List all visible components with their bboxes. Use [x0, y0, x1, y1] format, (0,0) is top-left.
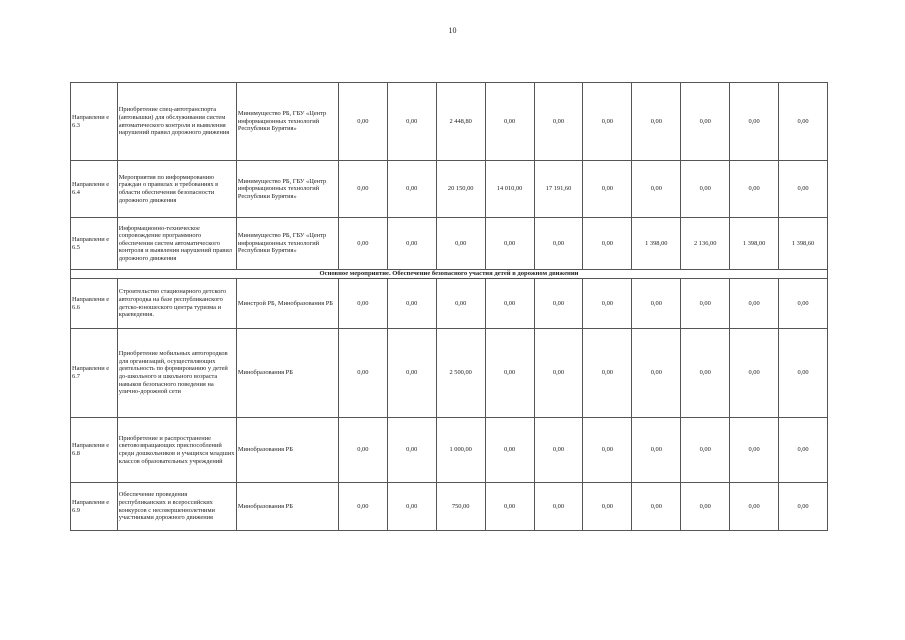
value-cell: 0,00	[387, 218, 436, 270]
value-cell: 0,00	[485, 483, 534, 531]
value-cell: 0,00	[779, 483, 828, 531]
value-cell: 0,00	[632, 483, 681, 531]
executor: Минимущество РБ, ГБУ «Центр информационных технологий Республики Бурятия»	[236, 161, 338, 218]
value-cell: 0,00	[583, 218, 632, 270]
measure-name: Обеспечение проведения республиканских и всероссийских конкурсов с несовершеннолетними участниками дорожного движения	[117, 483, 236, 531]
value-cell: 0,00	[632, 329, 681, 418]
direction-code: Направлени е 6.5	[71, 218, 118, 270]
measure-name: Информационно-техническое сопровождение программного обеспечения систем автоматического контроля и выявления нарушений правил дорожного движения	[117, 218, 236, 270]
value-cell: 750,00	[436, 483, 485, 531]
value-cell: 0,00	[583, 329, 632, 418]
value-cell: 2 500,00	[436, 329, 485, 418]
value-cell: 0,00	[730, 279, 779, 329]
value-cell: 0,00	[779, 418, 828, 483]
value-cell: 0,00	[485, 418, 534, 483]
value-cell: 0,00	[534, 83, 583, 161]
value-cell: 0,00	[583, 83, 632, 161]
value-cell: 2 136,00	[681, 218, 730, 270]
table-row	[71, 279, 828, 329]
value-cell: 0,00	[485, 329, 534, 418]
executor: Минобразования РБ	[236, 483, 338, 531]
direction-code: Направлени е 6.6	[71, 279, 118, 329]
value-cell: 1 398,00	[730, 218, 779, 270]
value-cell: 0,00	[387, 83, 436, 161]
value-cell: 0,00	[730, 83, 779, 161]
direction-code: Направлени е 6.7	[71, 329, 118, 418]
value-cell: 0,00	[681, 279, 730, 329]
value-cell: 20 150,00	[436, 161, 485, 218]
value-cell: 0,00	[338, 279, 387, 329]
value-cell: 0,00	[338, 483, 387, 531]
measure-name: Приобретение спец-автотранспорта (автовышки) для обслуживания систем автоматического контроля и выявления нарушений правил дорожного движения	[117, 83, 236, 161]
value-cell: 0,00	[338, 83, 387, 161]
value-cell: 0,00	[534, 418, 583, 483]
page-number: 10	[448, 26, 457, 35]
value-cell: 0,00	[436, 279, 485, 329]
value-cell: 0,00	[681, 329, 730, 418]
direction-code: Направлени е 6.8	[71, 418, 118, 483]
value-cell: 0,00	[681, 483, 730, 531]
executor: Минстрой РБ, Минобразования РБ	[236, 279, 338, 329]
direction-code: Направлени е 6.4	[71, 161, 118, 218]
section-title: Основное мероприятие. Обеспечение безопасного участия детей в дорожном движении	[71, 270, 828, 279]
section-header-row	[71, 270, 828, 279]
value-cell: 0,00	[583, 279, 632, 329]
value-cell: 0,00	[338, 418, 387, 483]
table-row	[71, 418, 828, 483]
value-cell: 0,00	[387, 161, 436, 218]
measure-name: Строительство стационарного детского автогородка на базе республиканского детско-юношеского центра туризма и краеведения.	[117, 279, 236, 329]
value-cell: 0,00	[338, 329, 387, 418]
measure-name: Мероприятия по информированию граждан о правилах и требованиях в области обеспечения безопасности дорожного движения	[117, 161, 236, 218]
value-cell: 0,00	[534, 218, 583, 270]
value-cell: 0,00	[436, 218, 485, 270]
value-cell: 0,00	[681, 418, 730, 483]
direction-code: Направлени е 6.3	[71, 83, 118, 161]
value-cell: 0,00	[387, 418, 436, 483]
value-cell: 0,00	[485, 279, 534, 329]
value-cell: 0,00	[730, 161, 779, 218]
value-cell: 0,00	[632, 83, 681, 161]
value-cell: 0,00	[730, 483, 779, 531]
value-cell: 0,00	[632, 418, 681, 483]
value-cell: 0,00	[338, 218, 387, 270]
value-cell: 0,00	[681, 83, 730, 161]
value-cell: 0,00	[779, 161, 828, 218]
value-cell: 1 398,60	[779, 218, 828, 270]
value-cell: 1 000,00	[436, 418, 485, 483]
measure-name: Приобретение мобильных автогородков для организаций, осуществляющих деятельность по формированию у детей до-школьного и школьного возраста навыков безопасного поведения на улично-дорожной сети	[117, 329, 236, 418]
direction-code: Направлени е 6.9	[71, 483, 118, 531]
value-cell: 0,00	[583, 161, 632, 218]
value-cell: 0,00	[632, 161, 681, 218]
value-cell: 0,00	[387, 483, 436, 531]
value-cell: 0,00	[681, 161, 730, 218]
table-row	[71, 83, 828, 161]
value-cell: 2 448,80	[436, 83, 485, 161]
value-cell: 0,00	[534, 329, 583, 418]
value-cell: 14 010,00	[485, 161, 534, 218]
value-cell: 1 398,00	[632, 218, 681, 270]
value-cell: 0,00	[387, 329, 436, 418]
program-table	[70, 82, 828, 531]
value-cell: 0,00	[583, 418, 632, 483]
value-cell: 0,00	[779, 83, 828, 161]
value-cell: 0,00	[583, 483, 632, 531]
table-row	[71, 483, 828, 531]
executor: Минимущество РБ, ГБУ «Центр информационных технологий Республики Бурятия»	[236, 218, 338, 270]
value-cell: 0,00	[534, 483, 583, 531]
measure-name: Приобретение и распространение световозвращающих приспособлений среди дошкольников и учащихся младших классов образовательных учреждений	[117, 418, 236, 483]
value-cell: 0,00	[485, 83, 534, 161]
executor: Минобразования РБ	[236, 329, 338, 418]
value-cell: 0,00	[338, 161, 387, 218]
value-cell: 0,00	[779, 279, 828, 329]
value-cell: 0,00	[730, 329, 779, 418]
value-cell: 0,00	[779, 329, 828, 418]
table-row	[71, 161, 828, 218]
value-cell: 0,00	[485, 218, 534, 270]
value-cell: 0,00	[534, 279, 583, 329]
executor: Минобразования РБ	[236, 418, 338, 483]
table-row	[71, 218, 828, 270]
executor: Минимущество РБ, ГБУ «Центр информационных технологий Республики Бурятия»	[236, 83, 338, 161]
value-cell: 17 191,60	[534, 161, 583, 218]
value-cell: 0,00	[387, 279, 436, 329]
value-cell: 0,00	[632, 279, 681, 329]
value-cell: 0,00	[730, 418, 779, 483]
table-row	[71, 329, 828, 418]
